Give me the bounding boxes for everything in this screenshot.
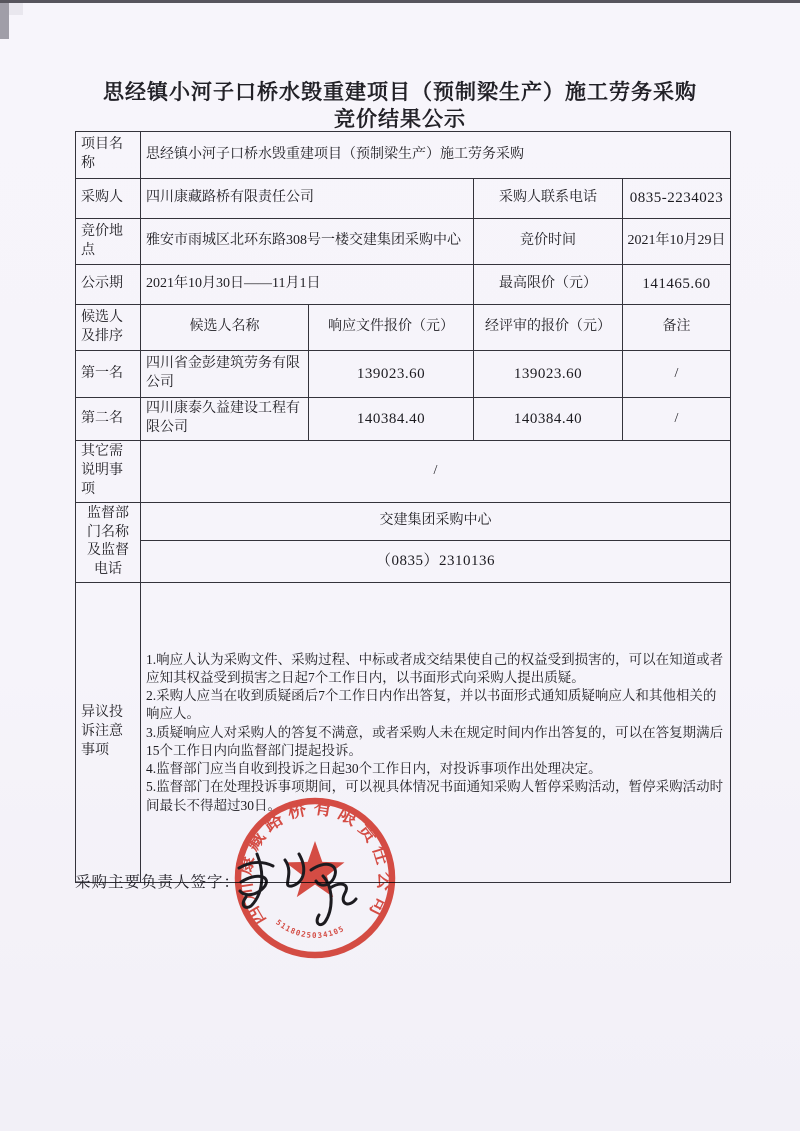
scan-edge-artifact <box>9 3 23 15</box>
document-title-line1: 思经镇小河子口桥水毁重建项目（预制梁生产）施工劳务采购 <box>103 81 697 104</box>
scan-edge-artifact <box>0 0 800 3</box>
objection-item-4: 4.监督部门应当自收到投诉之日起30个工作日内，对投诉事项作出处理决定。 <box>146 761 602 777</box>
scan-edge-artifact <box>0 3 9 39</box>
publicity-label: 公示期 <box>76 265 141 305</box>
row-publicity <box>76 265 731 305</box>
bid-time-label: 竞价时间 <box>474 219 623 265</box>
row-candidates-header <box>76 305 731 351</box>
purchaser-label: 采购人 <box>76 179 141 219</box>
supervision-dept-value: 交建集团采购中心 <box>141 502 731 540</box>
bid-price-header: 响应文件报价（元） <box>309 305 474 351</box>
project-label: 项目名称 <box>76 132 141 179</box>
candidate-1-evaluated: 139023.60 <box>474 351 623 398</box>
candidate-2-name: 四川康泰久益建设工程有限公司 <box>141 398 309 441</box>
candidate-2-evaluated: 140384.40 <box>474 398 623 441</box>
evaluated-price-header: 经评审的报价（元） <box>474 305 623 351</box>
seal-company-text: 四川康藏路桥有限责任公司 <box>233 796 397 930</box>
bid-time-value: 2021年10月29日 <box>623 219 731 265</box>
rank-1-label: 第一名 <box>76 351 141 398</box>
candidate-2-remark: / <box>623 398 731 441</box>
row-project <box>76 132 731 179</box>
result-table <box>75 131 731 883</box>
max-price-label: 最高限价（元） <box>474 265 623 305</box>
purchaser-phone-label: 采购人联系电话 <box>474 179 623 219</box>
objection-label: 异议投诉注意事项 <box>76 583 141 883</box>
max-price-value: 141465.60 <box>623 265 731 305</box>
candidate-1-bid: 139023.60 <box>309 351 474 398</box>
candidate-row-1 <box>76 351 731 398</box>
candidate-name-header: 候选人名称 <box>141 305 309 351</box>
publicity-value: 2021年10月30日——11月1日 <box>141 265 474 305</box>
location-label: 竞价地点 <box>76 219 141 265</box>
objection-item-3: 3.质疑响应人对采购人的答复不满意，或者采购人未在规定时间内作出答复的，可以在答复期满后15个工作日内向监督部门提起投诉。 <box>146 724 724 758</box>
project-value: 思经镇小河子口桥水毁重建项目（预制梁生产）施工劳务采购 <box>141 132 731 179</box>
supervision-label: 监督部门名称及监督电话 <box>76 502 141 583</box>
row-purchaser <box>76 179 731 219</box>
remark-header: 备注 <box>623 305 731 351</box>
row-location <box>76 219 731 265</box>
candidates-rank-header: 候选人及排序 <box>76 305 141 351</box>
purchaser-value: 四川康藏路桥有限责任公司 <box>141 179 474 219</box>
objection-item-2: 2.采购人应当在收到质疑函后7个工作日内作出答复，并以书面形式通知质疑响应人和其他相关的响应人。 <box>146 688 717 722</box>
rank-2-label: 第二名 <box>76 398 141 441</box>
signature-label: 采购主要负责人签字： <box>75 874 241 891</box>
seal-number-text: 5118025034105 <box>274 917 346 940</box>
purchaser-phone-value: 0835-2234023 <box>623 179 731 219</box>
row-supervision-phone <box>76 540 731 582</box>
location-value: 雅安市雨城区北环东路308号一楼交建集团采购中心 <box>141 219 474 265</box>
candidate-1-remark: / <box>623 351 731 398</box>
row-other-notes <box>76 441 731 503</box>
document-title-line2: 竞价结果公示 <box>334 108 466 131</box>
candidate-2-bid: 140384.40 <box>309 398 474 441</box>
row-supervision-dept <box>76 502 731 540</box>
candidate-row-2 <box>76 398 731 441</box>
candidate-1-name: 四川省金彭建筑劳务有限公司 <box>141 351 309 398</box>
other-notes-label: 其它需说明事项 <box>76 441 141 503</box>
other-notes-value: / <box>141 441 731 503</box>
objection-item-1: 1.响应人认为采购文件、采购过程、中标或者成交结果使自己的权益受到损害的，可以在知道或者应知其权益受到损害之日起7个工作日内，以书面形式向采购人提出质疑。 <box>146 651 724 685</box>
supervision-phone-value: （0835）2310136 <box>141 540 731 582</box>
objection-item-5: 5.监督部门在处理投诉事项期间，可以视具体情况书面通知采购人暂停采购活动，暂停采购活动时间最长不得超过30日。 <box>146 779 724 813</box>
company-seal <box>220 783 410 973</box>
